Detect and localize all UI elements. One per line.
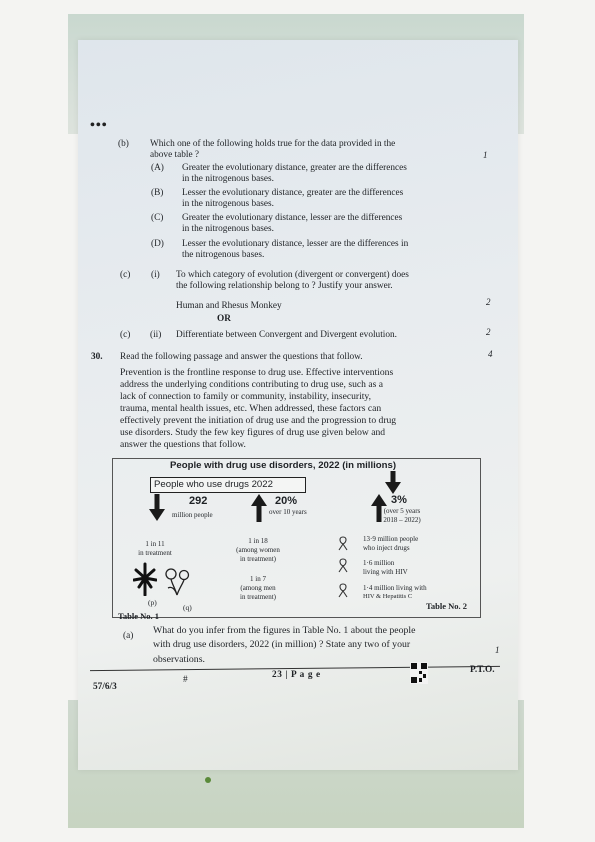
hiv-line-2: living with HIV bbox=[363, 568, 408, 576]
figure-header-inner: People who use drugs 2022 bbox=[154, 479, 273, 490]
passage-line-7: answer the questions that follow. bbox=[120, 439, 246, 450]
stat-disorder-caption-1: (over 5 years bbox=[383, 507, 421, 515]
footer-page: 23 | P a g e bbox=[272, 670, 321, 680]
treatment-men-3: in treatment) bbox=[240, 593, 276, 601]
stat-users-value: 292 bbox=[189, 495, 208, 507]
ribbon-icon bbox=[336, 535, 350, 551]
treatment-men-2: (among men bbox=[240, 584, 276, 592]
stat-disorder-caption-2: 2018 – 2022) bbox=[383, 516, 421, 524]
label-p: (p) bbox=[148, 598, 157, 607]
table-no-1: Table No. 1 bbox=[118, 611, 160, 621]
option-d-line1: Lesser the evolutionary distance, lesser are the differences in bbox=[182, 239, 409, 249]
q29b-label: (b) bbox=[118, 139, 129, 149]
option-a-line1: Greater the evolutionary distance, greater are the differences bbox=[182, 163, 407, 173]
option-a-line2: in the nitrogenous bases. bbox=[182, 174, 274, 184]
q30-number: 30. bbox=[91, 352, 103, 362]
figure-header-outer: People with drug use disorders, 2022 (in millions) bbox=[170, 460, 397, 471]
q30-marks: 4 bbox=[488, 349, 493, 359]
table-no-2: Table No. 2 bbox=[426, 601, 468, 611]
q29b-marks: 1 bbox=[483, 150, 488, 160]
footer-hash: # bbox=[183, 675, 188, 685]
inject-line-1: 13·9 million people bbox=[363, 535, 419, 543]
passage-line-2: address the underlying conditions contributing to drug use, such as a bbox=[120, 379, 383, 390]
treatment-women-3: in treatment) bbox=[240, 555, 276, 563]
q29b-text-line1: Which one of the following holds true for the data provided in the bbox=[150, 139, 396, 149]
option-d-letter: (D) bbox=[151, 239, 164, 249]
stat-users-caption: million people bbox=[172, 511, 213, 519]
treatment-all-2: in treatment bbox=[138, 549, 172, 557]
treatment-all-1: 1 in 11 bbox=[145, 540, 165, 548]
q30a-line1: What do you infer from the figures in Table No. 1 about the people bbox=[153, 625, 416, 636]
q29c-i-sub: (i) bbox=[151, 270, 160, 280]
q29c-i-marks: 2 bbox=[486, 297, 491, 307]
q30a-label: (a) bbox=[123, 631, 134, 641]
passage-line-4: trauma, mental health issues, etc. When addressed, these factors can bbox=[120, 403, 382, 414]
q30a-line3: observations. bbox=[153, 654, 205, 665]
poppy-plant-icon bbox=[163, 566, 193, 596]
q29c-ii-marks: 2 bbox=[486, 327, 491, 337]
passage-line-1: Prevention is the frontline response to drug use. Effective interventions bbox=[120, 367, 394, 378]
passage-line-6: use disorders. Study the few key figures of drug use given below and bbox=[120, 427, 386, 438]
hep-line-1: 1·4 million living with bbox=[363, 584, 427, 592]
hiv-line-1: 1·6 million bbox=[363, 559, 395, 567]
arrow-down-icon bbox=[148, 494, 166, 522]
q29c-ii-text: Differentiate between Convergent and Divergent evolution. bbox=[176, 330, 397, 340]
or-divider: OR bbox=[217, 314, 231, 324]
option-b-letter: (B) bbox=[151, 188, 164, 198]
option-c-line1: Greater the evolutionary distance, lesser are the differences bbox=[182, 213, 403, 223]
option-b-line1: Lesser the evolutionary distance, greater are the differences bbox=[182, 188, 404, 198]
hep-line-2: HIV & Hepatitis C bbox=[363, 593, 413, 600]
arrow-up-icon bbox=[250, 494, 268, 522]
qr-code-icon bbox=[410, 662, 428, 684]
q29c-i-line2: the following relationship belong to ? Justify your answer. bbox=[176, 281, 393, 291]
arrow-down-icon bbox=[384, 471, 402, 495]
stat-disorder-value: 3% bbox=[391, 494, 407, 506]
option-a-letter: (A) bbox=[151, 163, 164, 173]
footer-pto: P.T.O. bbox=[470, 665, 495, 675]
passage-line-3: lack of connection to family or community, instability, insecurity, bbox=[120, 391, 371, 402]
footer-code: 57/6/3 bbox=[93, 682, 117, 692]
q29c-ii-label: (c) bbox=[120, 330, 131, 340]
treatment-women-2: (among women bbox=[236, 546, 280, 554]
stat-growth-value: 20% bbox=[275, 495, 298, 507]
cannabis-leaf-icon bbox=[133, 562, 157, 596]
q29c-i-line1: To which category of evolution (divergent or convergent) does bbox=[176, 270, 409, 280]
treatment-women-1: 1 in 18 bbox=[248, 537, 268, 545]
passage-line-5: effectively prevent the initiation of drug use and the progression to drug bbox=[120, 415, 397, 426]
treatment-men-1: 1 in 7 bbox=[250, 575, 266, 583]
more-options-icon[interactable]: ••• bbox=[90, 118, 108, 133]
q29c-ii-sub: (ii) bbox=[150, 330, 162, 340]
stat-growth-caption: over 10 years bbox=[269, 508, 307, 516]
q30a-line2: with drug use disorders, 2022 (in million) ? State any two of your bbox=[153, 639, 411, 650]
option-c-line2: in the nitrogenous bases. bbox=[182, 224, 274, 234]
option-c-letter: (C) bbox=[151, 213, 164, 223]
option-b-line2: in the nitrogenous bases. bbox=[182, 199, 274, 209]
q29b-text-line2: above table ? bbox=[150, 150, 200, 160]
label-q: (q) bbox=[183, 603, 192, 612]
ribbon-icon bbox=[336, 582, 350, 598]
ribbon-icon bbox=[336, 557, 350, 573]
q29c-label: (c) bbox=[120, 270, 131, 280]
q30-intro: Read the following passage and answer the questions that follow. bbox=[120, 352, 363, 362]
decor-dot bbox=[205, 777, 211, 783]
q29c-i-example: Human and Rhesus Monkey bbox=[176, 301, 282, 311]
option-d-line2: the nitrogenous bases. bbox=[182, 250, 265, 260]
inject-line-2: who inject drugs bbox=[363, 544, 410, 552]
q30a-marks: 1 bbox=[495, 645, 500, 655]
